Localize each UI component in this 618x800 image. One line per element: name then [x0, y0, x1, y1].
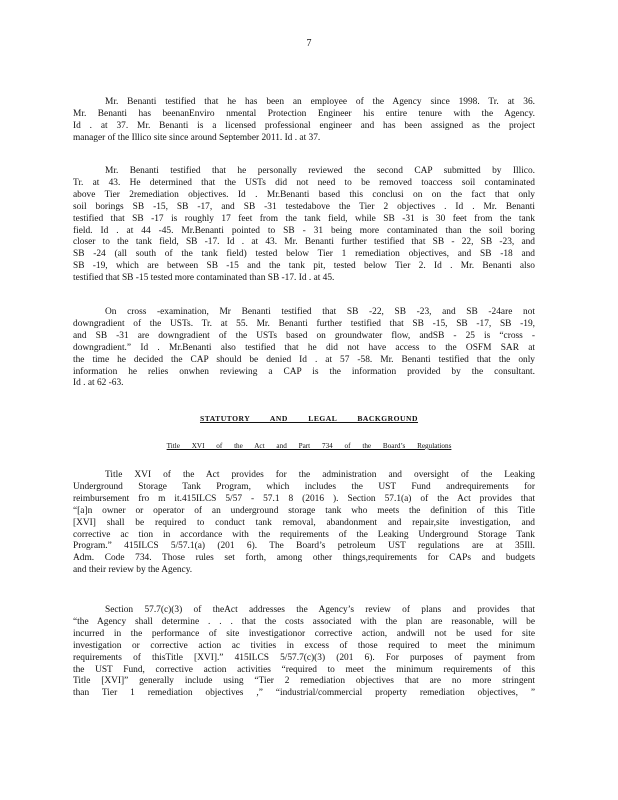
- text-line: investigation or corrective action ac tivities in excess of those required to meet the minimum: [73, 640, 535, 651]
- text-line: Mr. Benanti testified that he has been an employee of the Agency since 1998. Tr. at 36.: [105, 97, 535, 107]
- subsection-heading: [0, 442, 618, 450]
- text-line: requirements of thisTitle [XVI].” 415ILCS 5/57.7(c)(3) (201 6). For purposes of payment from: [73, 652, 535, 663]
- subsection-heading-text: Title XVI of the Act and Part 734 of the Board’s Regulations: [166, 442, 452, 450]
- page-number: 7: [306, 38, 312, 49]
- text-line: closer to the tank field, SB -17. Id . at 43. Mr. Benanti further testified that SB - 22, SB -23, and: [73, 237, 535, 248]
- text-line: and SB -31 are downgradient of the USTs based on groundwater flow, andSB - 25 is “cross -: [73, 330, 535, 341]
- paragraph-section-57-7: [73, 605, 535, 700]
- paragraph-cap-review: [73, 166, 535, 285]
- section-heading: [0, 414, 618, 423]
- text-line: Mr. Benanti has beenanEnviro nmental Protection Engineer his entire tenure with the Agency.: [73, 108, 535, 119]
- text-line: testified that SB -17 is roughly 17 feet from the tank field, while SB -31 is 30 feet from the tank: [73, 213, 535, 224]
- text-line: soil borings SB -15, SB -17, and SB -31 testedabove the Tier 2 objectives . Id . Mr. Benanti: [73, 201, 535, 212]
- text-line: Underground Storage Tank Program, which includes the UST Fund andrequirements for: [73, 481, 535, 492]
- text-line: and their review by the Agency.: [73, 565, 193, 576]
- text-line: Section 57.7(c)(3) of theAct addresses the Agency’s review of plans and provides that: [105, 605, 535, 615]
- paragraph-title-xvi: [73, 470, 535, 577]
- text-line: reimbursement fro m it.415ILCS 5/57 - 57.1 8 (2016 ). Section 57.1(a) of the Act provides that: [73, 493, 535, 504]
- text-line: above Tier 2remediation objectives. Id . Mr.Benanti based this conclusi on on the fact that only: [73, 189, 535, 200]
- text-line: Id . at 62 -63.: [73, 378, 124, 389]
- text-line: Title XVI of the Act provides for the administration and oversight of the Leaking: [105, 470, 535, 480]
- text-line: testified that SB -15 tested more contaminated than SB -17. Id . at 45.: [73, 273, 335, 284]
- text-line: information he relies onwhen reviewing a CAP is the information provided by the consultant.: [73, 366, 535, 377]
- paragraph-cross-examination: [73, 307, 535, 390]
- text-line: downgradient of the USTs. Tr. at 55. Mr. Benanti further testified that SB -15, SB -17, SB -19,: [73, 318, 535, 329]
- text-line: Tr. at 43. He determined that the USTs did not need to be removed toaccess soil contaminated: [73, 177, 535, 188]
- text-line: downgradient.” Id . Mr.Benanti also testified that he did not have access to the OSFM SAR at: [73, 342, 535, 353]
- text-line: than Tier 1 remediation objectives ,” “industrial/commercial property remediation objectives, ”: [73, 688, 535, 699]
- text-line: manager of the Illico site since around September 2011. Id . at 37.: [73, 132, 321, 143]
- section-heading-text: STATUTORY AND LEGAL BACKGROUND: [199, 414, 419, 423]
- text-line: SB -24 (all south of the tank field) tested below Tier 1 remediation objectives, and SB -18 and: [73, 249, 535, 260]
- text-line: the UST Fund, corrective action activities “required to meet the minimum requirements of this: [73, 664, 535, 675]
- text-line: On cross -examination, Mr Benanti testified that SB -22, SB -23, and SB -24are not: [105, 307, 535, 317]
- text-line: Program.” 415ILCS 5/57.1(a) (201 6). The Board’s petroleum UST regulations are at 35Ill.: [73, 541, 535, 552]
- text-line: Title [XVI]” generally include using “Tier 2 remediation objectives that are no more stringent: [73, 676, 535, 687]
- text-line: incurred in the performance of site investigationor corrective action, andwill not be used for site: [73, 628, 535, 639]
- text-line: Id . at 37. Mr. Benanti is a licensed professional engineer and has been assigned as the project: [73, 120, 535, 131]
- text-line: “[a]n owner or operator of an underground storage tank who meets the definition of this Title: [73, 505, 535, 516]
- paragraph-benanti-employment: [73, 97, 535, 145]
- text-line: [XVI] shall be required to conduct tank removal, abandonment and repair,site investigation, and: [73, 517, 535, 528]
- text-line: Mr. Benanti testified that he personally reviewed the second CAP submitted by Illico.: [105, 166, 535, 176]
- text-line: field. Id . at 44 -45. Mr.Benanti pointed to SB - 31 being more contaminated than the soil boring: [73, 225, 535, 236]
- text-line: Adm. Code 734. Those rules set forth, among other things,requirements for CAPs and budgets: [73, 553, 535, 564]
- text-line: the time he decided the CAP should be denied Id . at 57 -58. Mr. Benanti testified that the only: [73, 354, 535, 365]
- text-line: “the Agency shall determine . . . that the costs associated with the plan are reasonable, will be: [73, 616, 535, 627]
- text-line: corrective ac tion in accordance with the requirements of the Leaking Underground Storage Tank: [73, 529, 535, 540]
- text-line: SB -19, which are between SB -15 and the tank pit, tested below Tier 2. Id . Mr. Benanti also: [73, 261, 535, 272]
